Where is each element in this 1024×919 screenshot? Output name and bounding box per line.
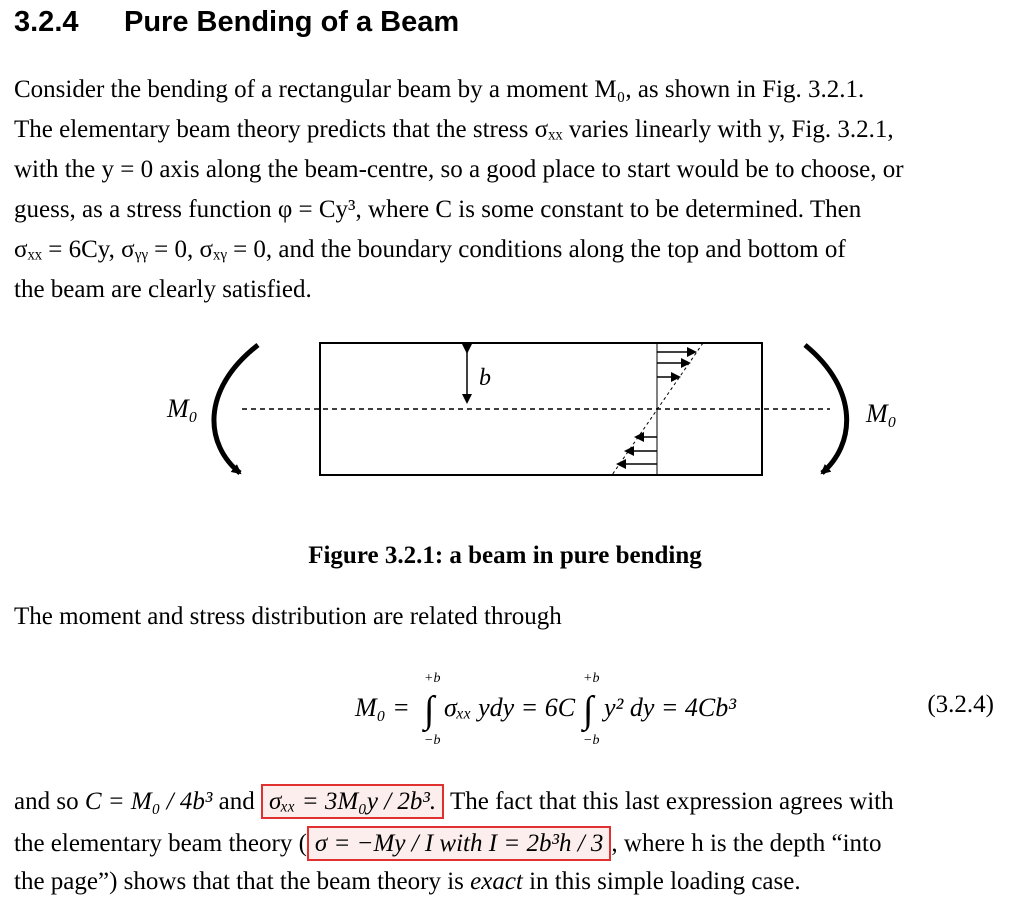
para1-line6: the beam are clearly satisfied. xyxy=(14,276,312,303)
para3-line1 xyxy=(14,788,894,816)
equation-rhs: y² dy = 4Cb³ xyxy=(604,693,737,722)
para3-line2 xyxy=(14,830,881,858)
figure-caption: Figure 3.2.1: a beam in pure bending xyxy=(308,542,702,569)
section-heading xyxy=(14,6,459,39)
para1-line4: guess, as a stress function φ = Cy³, where C is some constant to be determined. Then xyxy=(14,196,862,223)
equation-3-2-4 xyxy=(340,666,780,750)
half-depth-label: b xyxy=(479,365,491,391)
para1-line5: σₓₓ = 6Cy, σᵧᵧ = 0, σₓᵧ = 0, and the boundary conditions along the top and bottom of xyxy=(14,236,846,263)
moment-label-right: M₀ xyxy=(866,399,897,428)
section-title: Pure Bending of a Beam xyxy=(124,6,460,38)
equation-lhs: M₀ = xyxy=(355,693,410,722)
constant-c-expression: C = M₀ / 4b³ xyxy=(84,788,213,815)
para1-line1: Consider the bending of a rectangular beam by a moment M₀, as shown in Fig. 3.2.1. xyxy=(14,76,865,103)
para3-text: the elementary beam theory ( xyxy=(14,830,307,857)
para3-text: and so xyxy=(14,788,85,815)
equation-mid: σₓₓ ydy = 6C xyxy=(444,693,576,722)
emphasis-exact: exact xyxy=(470,868,523,895)
section-number: 3.2.4 xyxy=(14,6,79,38)
integral-sign-2: ∫ xyxy=(583,689,594,731)
para3-text: the page”) shows that that the beam theory is xyxy=(14,868,471,895)
para3-text: , where h is the depth “into xyxy=(611,830,882,857)
highlight-beam-theory-expression: σ = −My / I with I = 2b³h / 3 xyxy=(307,826,611,861)
para3-text: and xyxy=(212,788,261,815)
beam-figure xyxy=(0,330,1024,500)
para3-text: The fact that this last expression agrees with xyxy=(444,788,894,815)
moment-label-left: M₀ xyxy=(167,394,198,423)
highlight-stress-expression: σₓₓ = 3M₀y / 2b³. xyxy=(261,784,444,819)
integral2-upper: +b xyxy=(583,671,600,686)
para2-text: The moment and stress distribution are related through xyxy=(14,603,562,630)
para3-text: in this simple loading case. xyxy=(522,868,801,895)
integral1-upper: +b xyxy=(424,671,441,686)
integral1-lower: −b xyxy=(424,733,441,748)
para1-line3: with the y = 0 axis along the beam-centre, so a good place to start would be to choose, or xyxy=(14,156,904,183)
equation-number: (3.2.4) xyxy=(927,691,994,718)
para3-line3 xyxy=(14,868,801,896)
integral2-lower: −b xyxy=(583,733,600,748)
para1-line2: The elementary beam theory predicts that the stress σₓₓ varies linearly with y, Fig. 3.2.1, xyxy=(14,116,894,143)
integral-sign-1: ∫ xyxy=(424,689,435,731)
